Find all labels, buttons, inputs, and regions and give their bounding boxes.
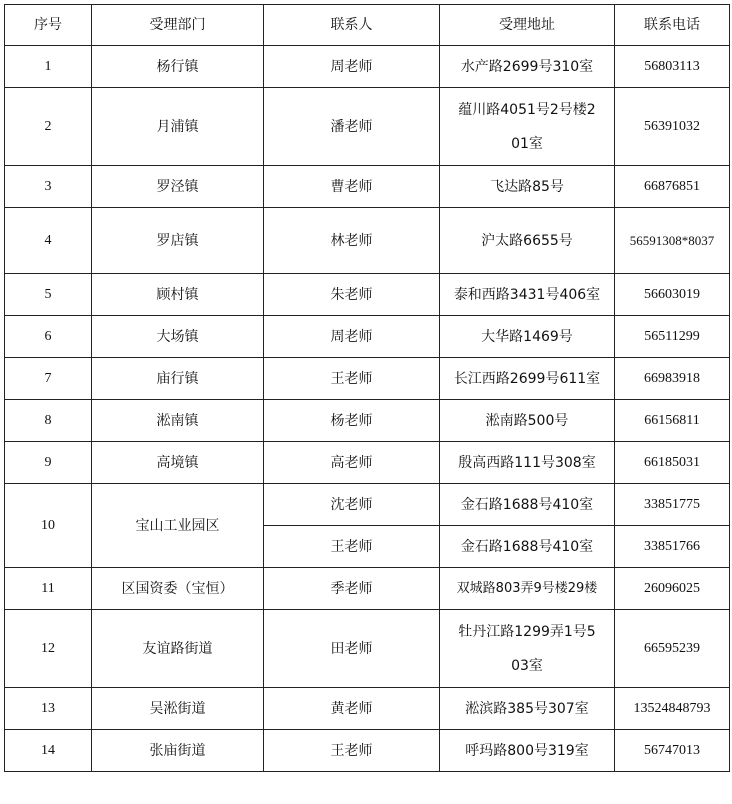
row-dept: 顾村镇 xyxy=(92,274,264,316)
row-address: 牡丹江路1299弄1号503室 xyxy=(440,610,615,688)
row-no: 9 xyxy=(5,442,92,484)
row-contact: 王老师 xyxy=(264,730,440,772)
row-no: 7 xyxy=(5,358,92,400)
row-dept: 大场镇 xyxy=(92,316,264,358)
row-contact: 田老师 xyxy=(264,610,440,688)
row-contact: 黄老师 xyxy=(264,688,440,730)
table-row xyxy=(5,358,730,400)
row-contact: 杨老师 xyxy=(264,400,440,442)
row-contact: 沈老师 xyxy=(264,484,440,526)
row-contact: 王老师 xyxy=(264,526,440,568)
row-contact: 王老师 xyxy=(264,358,440,400)
row-dept: 友谊路街道 xyxy=(92,610,264,688)
row-phone: 56803113 xyxy=(615,46,730,88)
row-address: 泰和西路3431号406室 xyxy=(440,274,615,316)
row-address: 飞达路85号 xyxy=(440,166,615,208)
row-dept: 月浦镇 xyxy=(92,88,264,166)
header-row xyxy=(5,5,730,46)
row-contact: 林老师 xyxy=(264,208,440,274)
row-phone: 66983918 xyxy=(615,358,730,400)
row-address: 淞南路500号 xyxy=(440,400,615,442)
table-row xyxy=(5,730,730,772)
row-address: 金石路1688号410室 xyxy=(440,526,615,568)
row-phone: 33851766 xyxy=(615,526,730,568)
row-address: 大华路1469号 xyxy=(440,316,615,358)
header-address: 受理地址 xyxy=(440,5,615,46)
row-dept: 罗泾镇 xyxy=(92,166,264,208)
row-contact: 季老师 xyxy=(264,568,440,610)
contact-table xyxy=(4,4,730,772)
row-dept: 庙行镇 xyxy=(92,358,264,400)
row-phone: 56603019 xyxy=(615,274,730,316)
header-phone: 联系电话 xyxy=(615,5,730,46)
row-phone: 33851775 xyxy=(615,484,730,526)
table-row xyxy=(5,316,730,358)
row-phone: 66876851 xyxy=(615,166,730,208)
header-no: 序号 xyxy=(5,5,92,46)
table-row xyxy=(5,400,730,442)
row-address: 长江西路2699号611室 xyxy=(440,358,615,400)
row-dept: 吴淞街道 xyxy=(92,688,264,730)
row-no: 8 xyxy=(5,400,92,442)
row-phone: 66185031 xyxy=(615,442,730,484)
table-row xyxy=(5,166,730,208)
row-no: 5 xyxy=(5,274,92,316)
row-address: 双城路803弄9号楼29楼 xyxy=(440,568,615,610)
row-phone: 56511299 xyxy=(615,316,730,358)
row-address: 沪太路6655号 xyxy=(440,208,615,274)
row-dept: 淞南镇 xyxy=(92,400,264,442)
row-contact: 潘老师 xyxy=(264,88,440,166)
row-no: 13 xyxy=(5,688,92,730)
table-row xyxy=(5,88,730,166)
header-dept: 受理部门 xyxy=(92,5,264,46)
row-no: 10 xyxy=(5,484,92,568)
row-contact: 朱老师 xyxy=(264,274,440,316)
row-dept: 罗店镇 xyxy=(92,208,264,274)
row-phone: 26096025 xyxy=(615,568,730,610)
row-contact: 高老师 xyxy=(264,442,440,484)
row-address: 淞滨路385号307室 xyxy=(440,688,615,730)
table-row xyxy=(5,274,730,316)
table-row xyxy=(5,484,730,526)
row-address: 呼玛路800号319室 xyxy=(440,730,615,772)
row-no: 12 xyxy=(5,610,92,688)
row-contact: 曹老师 xyxy=(264,166,440,208)
table-row xyxy=(5,610,730,688)
row-dept: 杨行镇 xyxy=(92,46,264,88)
row-dept: 宝山工业园区 xyxy=(92,484,264,568)
row-no: 1 xyxy=(5,46,92,88)
row-address: 殷高西路111号308室 xyxy=(440,442,615,484)
row-phone: 13524848793 xyxy=(615,688,730,730)
row-contact: 周老师 xyxy=(264,46,440,88)
row-phone: 56591308*8037 xyxy=(615,208,730,274)
table-row xyxy=(5,688,730,730)
table-row xyxy=(5,208,730,274)
row-contact: 周老师 xyxy=(264,316,440,358)
row-phone: 66595239 xyxy=(615,610,730,688)
row-phone: 56747013 xyxy=(615,730,730,772)
row-phone: 66156811 xyxy=(615,400,730,442)
row-no: 3 xyxy=(5,166,92,208)
row-dept: 张庙街道 xyxy=(92,730,264,772)
row-no: 4 xyxy=(5,208,92,274)
row-dept: 高境镇 xyxy=(92,442,264,484)
row-phone: 56391032 xyxy=(615,88,730,166)
row-address: 金石路1688号410室 xyxy=(440,484,615,526)
row-no: 11 xyxy=(5,568,92,610)
row-no: 6 xyxy=(5,316,92,358)
row-no: 2 xyxy=(5,88,92,166)
row-address: 水产路2699号310室 xyxy=(440,46,615,88)
table-row xyxy=(5,568,730,610)
header-contact: 联系人 xyxy=(264,5,440,46)
row-address: 蕴川路4051号2号楼201室 xyxy=(440,88,615,166)
row-no: 14 xyxy=(5,730,92,772)
table-row xyxy=(5,46,730,88)
row-dept: 区国资委（宝恒） xyxy=(92,568,264,610)
table-row xyxy=(5,442,730,484)
